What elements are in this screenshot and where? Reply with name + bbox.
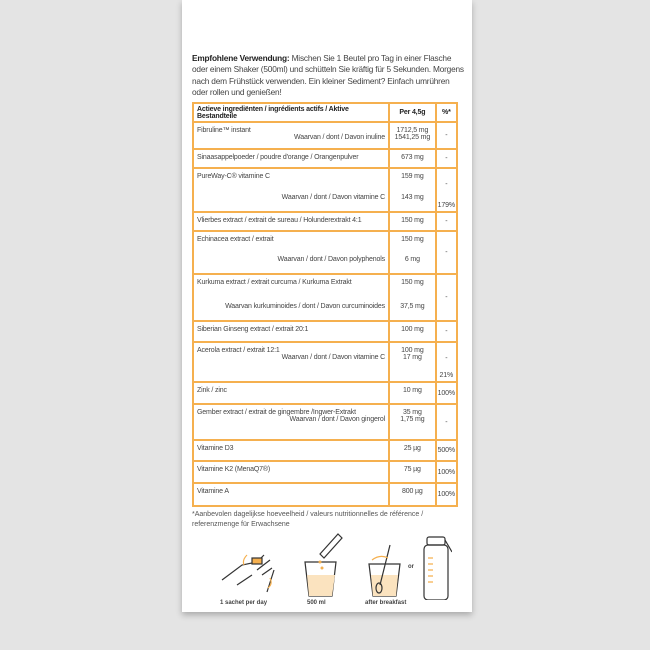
- ingredient-name: Sinaasappelpoeder / poudre d'orange / Orangenpulver: [197, 154, 359, 161]
- amount: 150 mg: [401, 279, 424, 286]
- header-ingredients: Actieve ingrediënten / ingrédients actifs / Aktive Bestandteile: [193, 103, 389, 122]
- amount: 35 mg: [402, 409, 422, 416]
- ingredient-cell: [193, 461, 389, 483]
- table-row: [193, 149, 457, 168]
- amount-cell: [389, 122, 436, 149]
- percent-cell: [436, 461, 457, 483]
- ingredient-sub: Waarvan / dont / Davon vitamine C: [281, 194, 386, 201]
- sub-amount: 17 mg: [402, 354, 422, 361]
- table-row: [193, 440, 457, 461]
- footnote: *Aanbevolen dagelijkse hoeveelheid / valeurs nutritionnelles de référence / referenzmenge für Erwachsene: [192, 511, 424, 528]
- table-row: [193, 274, 457, 321]
- ingredient-name: Vitamine K2 (MenaQ7®): [197, 466, 271, 473]
- ingredient-cell: [193, 274, 389, 321]
- ingredient-name: Vlierbes extract / extrait de sureau / Holunderextrakt 4:1: [197, 217, 362, 224]
- percent-cell: [436, 483, 457, 506]
- sub-amount: 37,5 mg: [400, 303, 425, 310]
- table-row: [193, 382, 457, 404]
- amount: 100 mg: [401, 347, 424, 354]
- percent: 500%: [437, 447, 455, 454]
- percent: -: [445, 218, 448, 225]
- ingredient-name: Kurkuma extract / extrait curcuma / Kurkuma Extrakt: [197, 279, 352, 286]
- ingredient-cell: [193, 231, 389, 274]
- bottle-icon: [424, 537, 452, 600]
- ingredient-sub: Waarvan / dont / Davon gingerol: [289, 416, 386, 423]
- ingredient-cell: [193, 382, 389, 404]
- amount: 159 mg: [401, 173, 424, 180]
- percent-cell: [436, 168, 457, 212]
- sub-amount: 143 mg: [401, 194, 424, 201]
- amount: 150 mg: [401, 236, 424, 243]
- ingredient-sub: Waarvan / dont / Davon vitamine C: [281, 354, 386, 361]
- ingredient-name: PureWay-C® vitamine C: [197, 173, 270, 180]
- percent: -: [445, 181, 448, 188]
- glass-spoon-icon: [369, 545, 400, 596]
- header-per-serving: Per 4,5g: [389, 103, 436, 122]
- step-label-sachet: 1 sachet per day: [220, 600, 268, 606]
- ingredient-cell: [193, 122, 389, 149]
- ingredient-name: Acerola extract / extrait 12:1: [197, 347, 280, 354]
- ingredient-sub: Waarvan / dont / Davon polyphenols: [277, 256, 386, 263]
- ingredient-name: Vitamine A: [197, 488, 229, 495]
- amount-cell: [389, 483, 436, 506]
- step-label-after-breakfast: after breakfast: [365, 600, 407, 606]
- ingredient-sub: Waarvan / dont / Davon inuline: [294, 134, 386, 141]
- ingredient-name: Gember extract / extrait de gingembre /Ingwer-Extrakt: [197, 409, 356, 416]
- amount: 75 µg: [403, 466, 421, 473]
- ingredient-cell: [193, 212, 389, 231]
- ingredient-cell: [193, 168, 389, 212]
- percent: -: [445, 249, 448, 256]
- amount: 150 mg: [401, 217, 424, 224]
- ingredient-cell: [193, 342, 389, 382]
- amount-cell: [389, 404, 436, 440]
- sub-amount: 6 mg: [404, 256, 420, 263]
- amount: 1712,5 mg: [396, 127, 429, 134]
- percent: 100%: [437, 491, 455, 498]
- hand-sachet-icon: [222, 555, 274, 592]
- amount-cell: [389, 342, 436, 382]
- amount-cell: [389, 149, 436, 168]
- amount-cell: [389, 212, 436, 231]
- table-row: [193, 483, 457, 506]
- sub-amount: 1,75 mg: [400, 416, 425, 423]
- table-row: [193, 212, 457, 231]
- ingredient-name: Siberian Ginseng extract / extrait 20:1: [197, 326, 309, 333]
- ingredient-name: Fibruline™ instant: [197, 127, 251, 134]
- ingredient-name: Zink / zinc: [197, 387, 227, 394]
- ingredient-sub: Waarvan kurkuminoides / dont / Davon curcuminoides: [225, 303, 386, 310]
- table-row: [193, 404, 457, 440]
- usage-illustrations: [212, 530, 452, 600]
- table-row: [193, 461, 457, 483]
- amount-cell: [389, 231, 436, 274]
- ingredient-cell: [193, 404, 389, 440]
- percent-cell: [436, 149, 457, 168]
- percent-cell: [436, 342, 457, 382]
- percent: -: [445, 328, 448, 335]
- amount: 800 µg: [402, 488, 423, 495]
- amount-cell: [389, 440, 436, 461]
- amount-cell: [389, 168, 436, 212]
- amount: 673 mg: [401, 154, 424, 161]
- ingredient-cell: [193, 149, 389, 168]
- glass-sachet-icon: [305, 534, 342, 596]
- amount-cell: [389, 321, 436, 342]
- ingredient-name: Vitamine D3: [197, 445, 234, 452]
- table-row: [193, 321, 457, 342]
- usage-text: Mischen Sie 1 Beutel pro Tag in einer Flasche oder einem Shaker (500ml) und schütteln Sie kräftig für 5 Sekunden. Morgens nach dem Frühstück verwenden. Ein kleiner Sediment? Einfach umrühren oder rollen und genießen!: [192, 53, 464, 97]
- percent: -: [445, 418, 448, 426]
- percent-cell: [436, 274, 457, 321]
- step-label-500ml: 500 ml: [307, 600, 326, 606]
- amount: 10 mg: [402, 387, 422, 394]
- percent: -: [445, 355, 448, 362]
- sub-amount: 1541,25 mg: [394, 134, 431, 141]
- percent: -: [445, 155, 448, 162]
- percent-cell: [436, 212, 457, 231]
- percent: 100%: [437, 389, 455, 397]
- table-header: [193, 103, 457, 122]
- amount-cell: [389, 461, 436, 483]
- usage-steps: [212, 530, 452, 610]
- percent-cell: [436, 440, 457, 461]
- percent-cell: [436, 404, 457, 440]
- ingredient-cell: [193, 483, 389, 506]
- ingredient-name: Echinacea extract / extrait: [197, 236, 274, 243]
- usage-instructions: [192, 53, 464, 98]
- table-row: [193, 168, 457, 212]
- sub-percent: 179%: [437, 202, 455, 209]
- percent: 100%: [437, 468, 455, 476]
- header-percent: %*: [436, 103, 457, 122]
- ingredients-table: [192, 102, 458, 507]
- usage-title: Empfohlene Verwendung:: [192, 53, 290, 63]
- ingredient-cell: [193, 440, 389, 461]
- sub-percent: 21%: [439, 372, 454, 379]
- table-row: [193, 122, 457, 149]
- percent-cell: [436, 321, 457, 342]
- amount-cell: [389, 382, 436, 404]
- ingredient-cell: [193, 321, 389, 342]
- amount: 100 mg: [401, 326, 424, 333]
- percent: -: [445, 132, 448, 139]
- percent-cell: [436, 122, 457, 149]
- table-row: [193, 231, 457, 274]
- table-row: [193, 342, 457, 382]
- or-label: or: [408, 564, 414, 570]
- amount: 25 µg: [403, 445, 421, 452]
- percent-cell: [436, 231, 457, 274]
- percent: -: [445, 294, 448, 301]
- percent-cell: [436, 382, 457, 404]
- amount-cell: [389, 274, 436, 321]
- product-panel: [182, 0, 472, 612]
